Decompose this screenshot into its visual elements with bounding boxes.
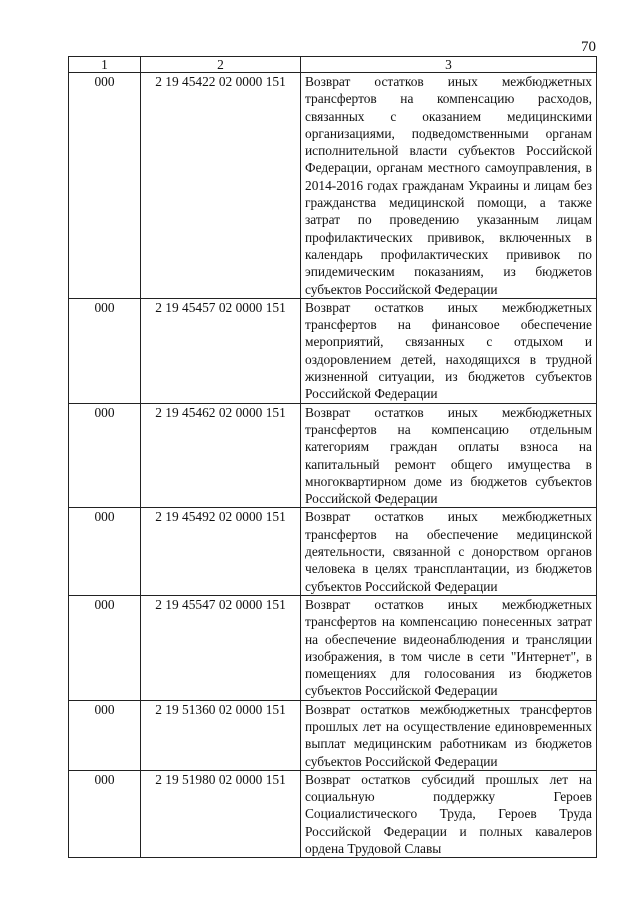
admin-code-cell: 000 xyxy=(69,770,141,857)
column-header-1: 1 xyxy=(69,57,141,73)
table-row xyxy=(69,298,597,403)
budget-codes-table xyxy=(68,56,597,858)
column-header-2: 2 xyxy=(141,57,301,73)
admin-code-cell: 000 xyxy=(69,403,141,508)
admin-code-cell: 000 xyxy=(69,595,141,700)
description-cell: Возврат остатков иных межбюджетных трансфертов на обеспечение медицинской деятельности, связанной с донорством органов человека в целях трансплантации, из бюджетов субъектов Российской Федерации xyxy=(301,508,597,595)
description-cell: Возврат остатков межбюджетных трансфертов прошлых лет на осуществление единовременных выплат медицинским работникам из бюджетов субъектов Российской Федерации xyxy=(301,700,597,770)
budget-code-cell: 2 19 51360 02 0000 151 xyxy=(141,700,301,770)
page-number: 70 xyxy=(581,39,596,55)
budget-code-cell: 2 19 51980 02 0000 151 xyxy=(141,770,301,857)
table-row xyxy=(69,770,597,857)
budget-code-cell: 2 19 45547 02 0000 151 xyxy=(141,595,301,700)
admin-code-cell: 000 xyxy=(69,700,141,770)
description-cell: Возврат остатков субсидий прошлых лет на социальную поддержку Героев Социалистического Труда, Героев Труда Российской Федерации и полных кавалеров ордена Трудовой Славы xyxy=(301,770,597,857)
table-row xyxy=(69,73,597,299)
table-row xyxy=(69,403,597,508)
description-cell: Возврат остатков иных межбюджетных трансфертов на компенсацию расходов, связанных с оказанием медицинскими организациями, подведомственными органам исполнительной власти субъектов Российской Федерации, органам местного самоуправления, в 2014-2016 годах гражданам Украины и лицам без гражданства медицинской помощи, а также затрат по проведению указанным лицам профилактических прививок, включенных в календарь профилактических прививок по эпидемическим показаниям, из бюджетов субъектов Российской Федерации xyxy=(301,73,597,299)
table-header-row xyxy=(69,57,597,73)
table-row xyxy=(69,508,597,595)
table-row xyxy=(69,700,597,770)
description-cell: Возврат остатков иных межбюджетных трансфертов на компенсацию понесенных затрат на обеспечение видеонаблюдения и трансляции изображения, в том числе в сети "Интернет", в помещениях для голосования из бюджетов субъектов Российской Федерации xyxy=(301,595,597,700)
admin-code-cell: 000 xyxy=(69,298,141,403)
column-header-3: 3 xyxy=(301,57,597,73)
description-cell: Возврат остатков иных межбюджетных трансфертов на финансовое обеспечение мероприятий, связанных с отдыхом и оздоровлением детей, находящихся в трудной жизненной ситуации, из бюджетов субъектов Российской Федерации xyxy=(301,298,597,403)
admin-code-cell: 000 xyxy=(69,508,141,595)
budget-code-cell: 2 19 45457 02 0000 151 xyxy=(141,298,301,403)
budget-code-cell: 2 19 45422 02 0000 151 xyxy=(141,73,301,299)
table-row xyxy=(69,595,597,700)
budget-code-cell: 2 19 45492 02 0000 151 xyxy=(141,508,301,595)
description-cell: Возврат остатков иных межбюджетных трансфертов на компенсацию отдельным категориям граждан оплаты взноса на капитальный ремонт общего имущества в многоквартирном доме из бюджетов субъектов Российской Федерации xyxy=(301,403,597,508)
admin-code-cell: 000 xyxy=(69,73,141,299)
budget-code-cell: 2 19 45462 02 0000 151 xyxy=(141,403,301,508)
